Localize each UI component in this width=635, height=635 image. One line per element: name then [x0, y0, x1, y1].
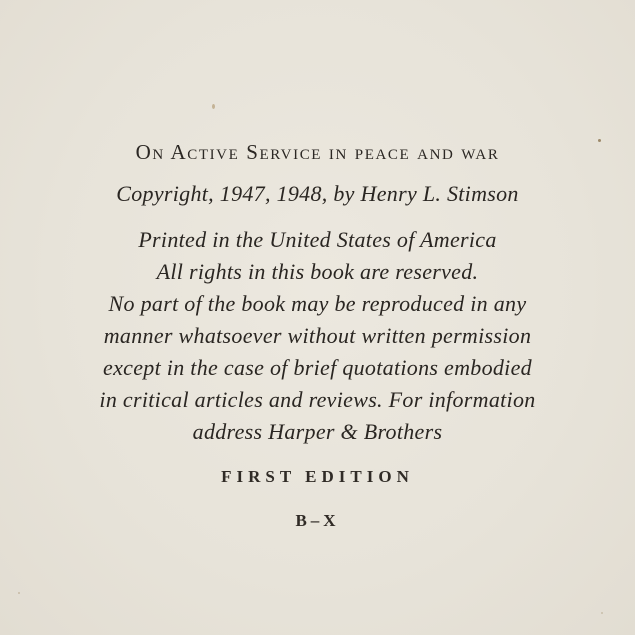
printing-code: B–X: [295, 511, 340, 530]
edition-label: FIRST EDITION: [221, 467, 414, 486]
reproduction-line-2: manner whatsoever without written permission: [103, 323, 532, 348]
copyright-notice: Copyright, 1947, 1948, by Henry L. Stimson: [116, 181, 519, 206]
paper-speck: [212, 104, 215, 109]
paper-speck: [18, 592, 20, 594]
rights-statement: [0, 224, 635, 448]
paper-speck: [601, 612, 603, 614]
book-title: On Active Service in peace and war: [135, 140, 500, 164]
reproduction-line-4: in critical articles and reviews. For information: [99, 387, 536, 412]
publisher-address-line: address Harper & Brothers: [192, 419, 443, 444]
printed-in-line: Printed in the United States of America: [138, 227, 497, 252]
reproduction-line-3: except in the case of brief quotations embodied: [103, 355, 532, 380]
reproduction-line-1: No part of the book may be reproduced in any: [108, 291, 527, 316]
rights-reserved-line: All rights in this book are reserved.: [156, 259, 479, 284]
